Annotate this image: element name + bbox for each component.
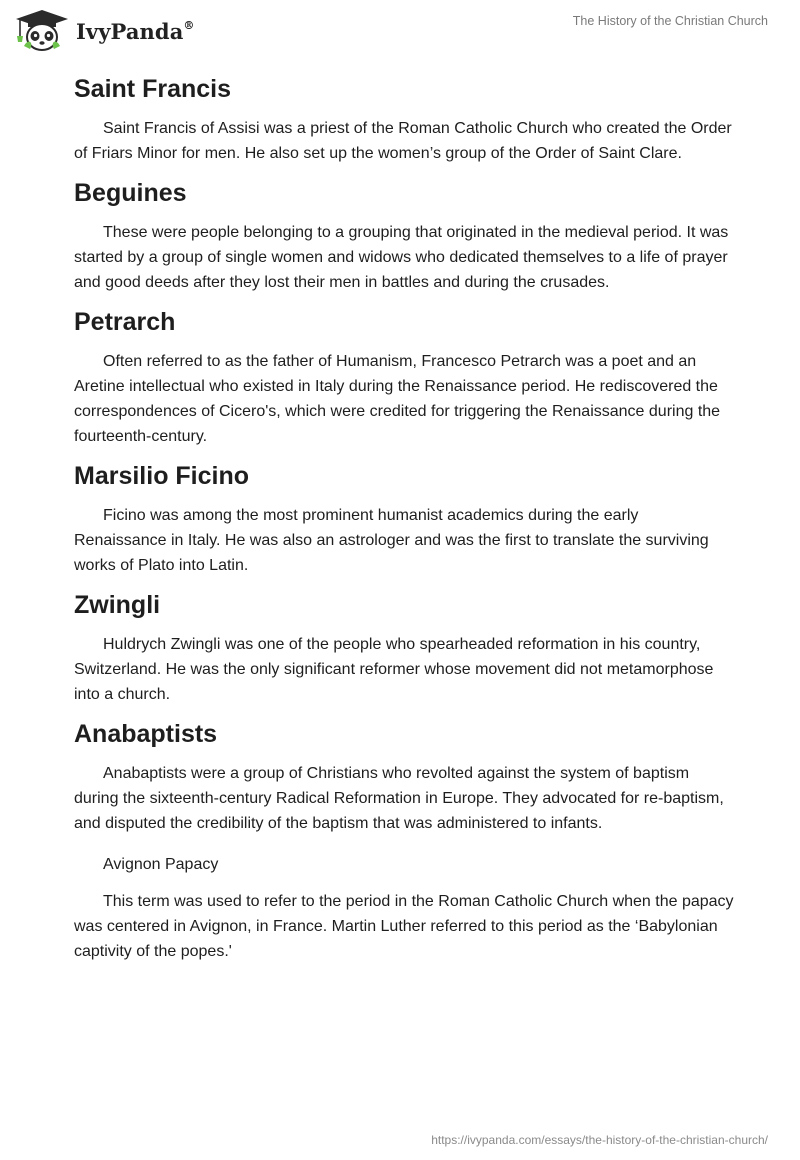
- section-paragraph: These were people belonging to a grouping that originated in the medieval period. It was started by a group of single women and widows who dedicated themselves to a life of prayer and good deeds after they lost their men in battles and during the crusades.: [74, 224, 729, 291]
- section-zwingli: [74, 588, 734, 707]
- section-paragraph: Often referred to as the father of Humanism, Francesco Petrarch was a poet and an Aretine intellectual who existed in Italy during the Renaissance period. He rediscovered the correspondences of Cicero's, which were credited for triggering the Renaissance during the fourteenth-century.: [74, 353, 721, 445]
- section-saint-francis: [74, 72, 734, 166]
- section-paragraph: Anabaptists were a group of Christians who revolted against the system of baptism during the sixteenth-century Radical Reformation in Europe. They advocated for re-baptism, and disputed the credibility of the baptism that was administered to infants.: [74, 765, 724, 832]
- section-heading: Beguines: [74, 179, 187, 207]
- section-anabaptists: [74, 717, 734, 836]
- section-heading: Zwingli: [74, 591, 161, 619]
- essay-content: [74, 72, 734, 964]
- section-petrarch: [74, 305, 734, 449]
- section-paragraph: Saint Francis of Assisi was a priest of the Roman Catholic Church who created the Order of Friars Minor for men. He also set up the women’s group of the Order of Saint Clare.: [74, 120, 732, 162]
- avignon-papacy-paragraph: This term was used to refer to the period in the Roman Catholic Church when the papacy was centered in Avignon, in France. Martin Luther referred to this period as the ‘Babylonian captivity of the popes.': [74, 893, 734, 960]
- section-heading: Saint Francis: [74, 75, 231, 103]
- section-heading: Anabaptists: [74, 720, 218, 748]
- section-paragraph: Huldrych Zwingli was one of the people who spearheaded reformation in his country, Switzerland. He was the only significant reformer whose movement did not metamorphose into a church.: [74, 636, 714, 703]
- section-heading: Marsilio Ficino: [74, 462, 250, 490]
- section-beguines: [74, 176, 734, 295]
- section-marsilio-ficino: [74, 459, 734, 578]
- panda-graduate-icon: [14, 8, 70, 52]
- logo-wordmark: IvyPanda®: [76, 18, 195, 44]
- page-header: [0, 0, 800, 60]
- ivypanda-logo[interactable]: [14, 8, 195, 52]
- avignon-papacy-label: Avignon Papacy: [103, 856, 219, 873]
- section-heading: Petrarch: [74, 308, 176, 336]
- source-url[interactable]: https://ivypanda.com/essays/the-history-of-the-christian-church/: [431, 1133, 768, 1147]
- section-paragraph: Ficino was among the most prominent humanist academics during the early Renaissance in Italy. He was also an astrologer and was the first to translate the surviving works of Plato into Latin.: [74, 507, 709, 574]
- document-title: The History of the Christian Church: [572, 14, 768, 28]
